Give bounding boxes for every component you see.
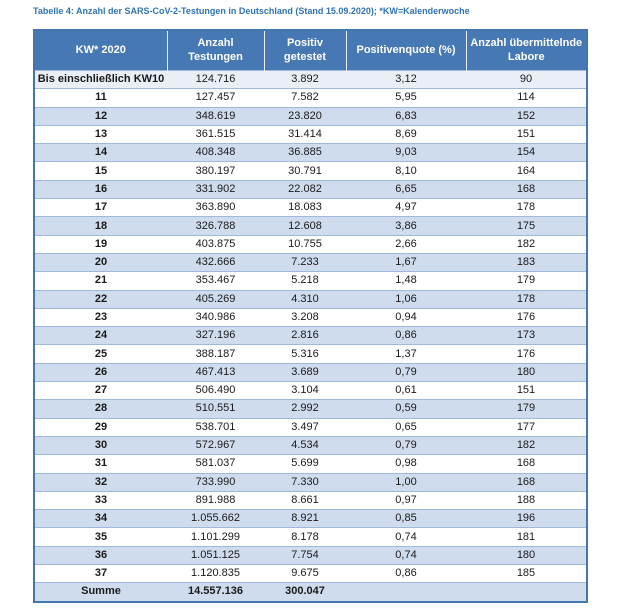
row-cell: 19 <box>34 235 167 253</box>
row-cell: 0,59 <box>346 400 466 418</box>
table-row <box>34 235 587 253</box>
row-cell: 572.967 <box>167 436 264 454</box>
row-cell: 13 <box>34 125 167 143</box>
row-cell: 432.666 <box>167 253 264 271</box>
row-cell: 36.885 <box>264 144 346 162</box>
row-cell: 29 <box>34 418 167 436</box>
row-cell: 18.083 <box>264 199 346 217</box>
row-cell: 7.754 <box>264 546 346 564</box>
table-row <box>34 565 587 583</box>
row-cell: 408.348 <box>167 144 264 162</box>
row-cell: 182 <box>466 235 587 253</box>
row-cell: 1.101.299 <box>167 528 264 546</box>
row-cell: 176 <box>466 345 587 363</box>
table-row <box>34 272 587 290</box>
row-cell: 1,48 <box>346 272 466 290</box>
row-cell: 3.208 <box>264 308 346 326</box>
row-cell: 1,67 <box>346 253 466 271</box>
table-row <box>34 510 587 528</box>
row-cell: 0,61 <box>346 382 466 400</box>
row-cell: 176 <box>466 308 587 326</box>
row-cell: 581.037 <box>167 455 264 473</box>
row-cell: 168 <box>466 473 587 491</box>
row-cell: 26 <box>34 363 167 381</box>
row-cell: 0,86 <box>346 565 466 583</box>
row-cell: 18 <box>34 217 167 235</box>
row-cell: 388.187 <box>167 345 264 363</box>
row-cell: 23.820 <box>264 107 346 125</box>
row-cell: 30.791 <box>264 162 346 180</box>
row-cell: 178 <box>466 199 587 217</box>
row-cell: 175 <box>466 217 587 235</box>
row-cell: 5.218 <box>264 272 346 290</box>
table-row <box>34 89 587 107</box>
row-cell: 1.055.662 <box>167 510 264 528</box>
table-row <box>34 345 587 363</box>
row-cell: 8.178 <box>264 528 346 546</box>
row-cell: 1,06 <box>346 290 466 308</box>
table-row <box>34 71 587 89</box>
row-cell: 3.104 <box>264 382 346 400</box>
row-cell: 0,65 <box>346 418 466 436</box>
row-cell: 8,69 <box>346 125 466 143</box>
row-cell: 183 <box>466 253 587 271</box>
row-cell: 31.414 <box>264 125 346 143</box>
header-row <box>34 30 587 71</box>
table-row <box>34 382 587 400</box>
row-cell: 14.557.136 <box>167 583 264 602</box>
table-caption: Tabelle 4: Anzahl der SARS-CoV-2-Testungen in Deutschland (Stand 15.09.2020); *KW=Kalenderwoche <box>33 6 470 16</box>
table-row <box>34 290 587 308</box>
table-row <box>34 253 587 271</box>
row-cell: 0,74 <box>346 528 466 546</box>
table-row <box>34 180 587 198</box>
table-row <box>34 144 587 162</box>
row-cell: 188 <box>466 491 587 509</box>
row-cell: 7.233 <box>264 253 346 271</box>
row-cell: 16 <box>34 180 167 198</box>
table-row <box>34 107 587 125</box>
row-cell: 180 <box>466 363 587 381</box>
row-cell: 361.515 <box>167 125 264 143</box>
row-cell: 0,98 <box>346 455 466 473</box>
row-cell: 348.619 <box>167 107 264 125</box>
row-cell: 0,79 <box>346 436 466 454</box>
row-cell: 10.755 <box>264 235 346 253</box>
row-cell: 35 <box>34 528 167 546</box>
row-cell: 179 <box>466 272 587 290</box>
row-cell <box>346 583 466 602</box>
table-row <box>34 217 587 235</box>
sum-row <box>34 583 587 602</box>
row-cell: 0,74 <box>346 546 466 564</box>
row-cell: 538.701 <box>167 418 264 436</box>
row-cell: 891.988 <box>167 491 264 509</box>
row-cell: 9,03 <box>346 144 466 162</box>
row-cell: 177 <box>466 418 587 436</box>
row-cell: 22.082 <box>264 180 346 198</box>
row-cell: 17 <box>34 199 167 217</box>
row-cell: 181 <box>466 528 587 546</box>
row-cell: 331.902 <box>167 180 264 198</box>
row-cell: 8.921 <box>264 510 346 528</box>
row-cell: 0,97 <box>346 491 466 509</box>
row-cell: 21 <box>34 272 167 290</box>
row-cell: 179 <box>466 400 587 418</box>
row-cell: 37 <box>34 565 167 583</box>
row-cell: 14 <box>34 144 167 162</box>
row-cell: 510.551 <box>167 400 264 418</box>
table-row <box>34 436 587 454</box>
row-cell: 467.413 <box>167 363 264 381</box>
table-row <box>34 199 587 217</box>
row-cell: 326.788 <box>167 217 264 235</box>
row-cell: 4,97 <box>346 199 466 217</box>
table-row <box>34 455 587 473</box>
row-cell: Summe <box>34 583 167 602</box>
testing-data-table <box>33 29 588 603</box>
row-cell: 1.051.125 <box>167 546 264 564</box>
row-cell: 12 <box>34 107 167 125</box>
row-cell: 3.497 <box>264 418 346 436</box>
row-cell: 182 <box>466 436 587 454</box>
table-body <box>34 71 587 602</box>
row-cell: 168 <box>466 180 587 198</box>
row-cell: 380.197 <box>167 162 264 180</box>
table-header <box>34 30 587 71</box>
row-cell: 403.875 <box>167 235 264 253</box>
row-cell: 4.534 <box>264 436 346 454</box>
column-header: Anzahl Testungen <box>167 30 264 71</box>
row-cell: 28 <box>34 400 167 418</box>
row-cell: 300.047 <box>264 583 346 602</box>
row-cell: 4.310 <box>264 290 346 308</box>
row-cell: 1,37 <box>346 345 466 363</box>
table-row <box>34 327 587 345</box>
row-cell <box>466 583 587 602</box>
table-row <box>34 528 587 546</box>
row-cell: 151 <box>466 382 587 400</box>
row-cell: 8,10 <box>346 162 466 180</box>
row-cell: 5,95 <box>346 89 466 107</box>
table-row <box>34 363 587 381</box>
table-row <box>34 418 587 436</box>
row-cell: 152 <box>466 107 587 125</box>
row-cell: 27 <box>34 382 167 400</box>
row-cell: 168 <box>466 455 587 473</box>
row-cell: 7.330 <box>264 473 346 491</box>
row-cell: 2.992 <box>264 400 346 418</box>
row-cell: 9.675 <box>264 565 346 583</box>
row-cell: 506.490 <box>167 382 264 400</box>
row-cell: 151 <box>466 125 587 143</box>
row-cell: 2,66 <box>346 235 466 253</box>
column-header: Positiv getestet <box>264 30 346 71</box>
table-row <box>34 491 587 509</box>
row-cell: 6,83 <box>346 107 466 125</box>
column-header: Anzahl übermittelnde Labore <box>466 30 587 71</box>
row-cell: 405.269 <box>167 290 264 308</box>
table-row <box>34 125 587 143</box>
row-cell: 12.608 <box>264 217 346 235</box>
row-cell: 2.816 <box>264 327 346 345</box>
row-cell: 1.120.835 <box>167 565 264 583</box>
table-row <box>34 308 587 326</box>
row-cell: 363.890 <box>167 199 264 217</box>
row-cell: 7.582 <box>264 89 346 107</box>
row-cell: 0,86 <box>346 327 466 345</box>
row-cell: 32 <box>34 473 167 491</box>
row-cell: 196 <box>466 510 587 528</box>
row-cell: 124.716 <box>167 71 264 89</box>
row-cell: 733.990 <box>167 473 264 491</box>
row-cell: 8.661 <box>264 491 346 509</box>
row-cell: 5.699 <box>264 455 346 473</box>
column-header: Positivenquote (%) <box>346 30 466 71</box>
row-cell: 3,12 <box>346 71 466 89</box>
row-cell: 22 <box>34 290 167 308</box>
row-cell: 180 <box>466 546 587 564</box>
row-cell: 154 <box>466 144 587 162</box>
row-cell: 1,00 <box>346 473 466 491</box>
row-cell: 30 <box>34 436 167 454</box>
row-cell: 173 <box>466 327 587 345</box>
row-cell: 6,65 <box>346 180 466 198</box>
row-cell: 0,94 <box>346 308 466 326</box>
row-cell: 0,79 <box>346 363 466 381</box>
row-cell: 15 <box>34 162 167 180</box>
row-cell: 24 <box>34 327 167 345</box>
row-cell: 20 <box>34 253 167 271</box>
row-cell: 3,86 <box>346 217 466 235</box>
row-cell: Bis einschließlich KW10 <box>34 71 167 89</box>
row-cell: 5.316 <box>264 345 346 363</box>
table-row <box>34 162 587 180</box>
row-cell: 90 <box>466 71 587 89</box>
row-cell: 127.457 <box>167 89 264 107</box>
table-row <box>34 473 587 491</box>
row-cell: 23 <box>34 308 167 326</box>
row-cell: 33 <box>34 491 167 509</box>
row-cell: 3.892 <box>264 71 346 89</box>
table-row <box>34 546 587 564</box>
row-cell: 11 <box>34 89 167 107</box>
row-cell: 0,85 <box>346 510 466 528</box>
row-cell: 185 <box>466 565 587 583</box>
row-cell: 3.689 <box>264 363 346 381</box>
row-cell: 36 <box>34 546 167 564</box>
row-cell: 164 <box>466 162 587 180</box>
row-cell: 34 <box>34 510 167 528</box>
column-header: KW* 2020 <box>34 30 167 71</box>
row-cell: 327.196 <box>167 327 264 345</box>
row-cell: 31 <box>34 455 167 473</box>
row-cell: 353.467 <box>167 272 264 290</box>
row-cell: 340.986 <box>167 308 264 326</box>
row-cell: 178 <box>466 290 587 308</box>
table-row <box>34 400 587 418</box>
row-cell: 114 <box>466 89 587 107</box>
row-cell: 25 <box>34 345 167 363</box>
